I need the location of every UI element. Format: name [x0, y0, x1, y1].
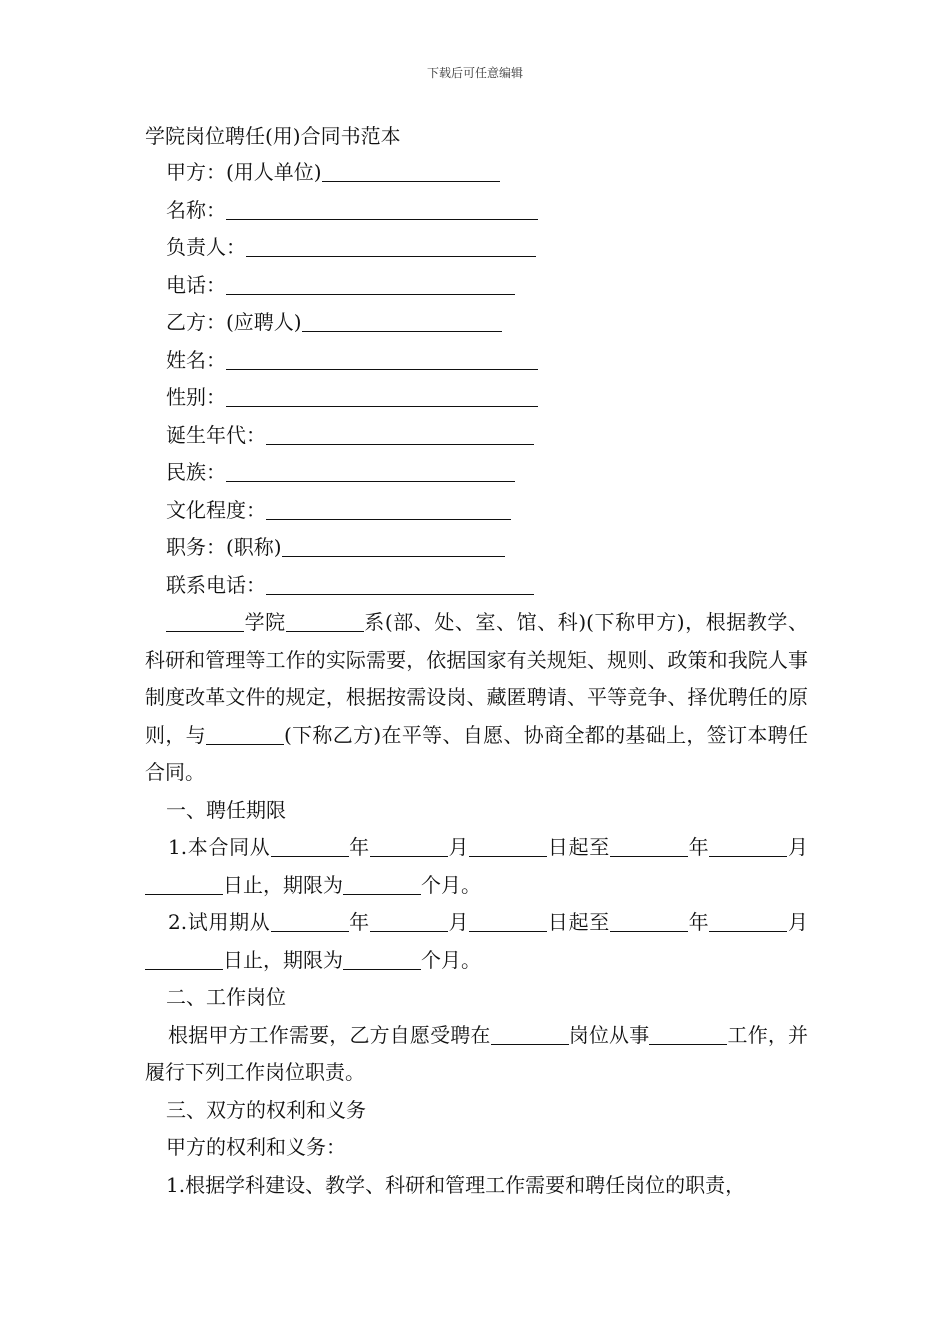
party-a-phone-line: 电话： — [145, 267, 808, 305]
blank-line — [226, 384, 538, 407]
term-item-1: 1.本合同从 年 月 日起至 年 月日止，期限为 个月。 — [145, 829, 808, 904]
blank-line — [145, 872, 223, 895]
blank-line — [491, 1022, 569, 1045]
blank-line — [226, 272, 515, 295]
subsection-heading: 甲方的权利和义务： — [166, 1135, 346, 1159]
party-b-ethnicity-line: 民族： — [145, 454, 808, 492]
blank-line — [145, 947, 223, 970]
party-a-line: 甲方：(用人单位) — [145, 154, 808, 192]
party-a-name-line: 名称： — [145, 192, 808, 230]
party-b-birth-line: 诞生年代： — [145, 417, 808, 455]
section-heading: 二、工作岗位 — [166, 985, 286, 1009]
blank-line — [266, 422, 534, 445]
section-heading: 一、聘任期限 — [166, 797, 286, 822]
blank-line — [266, 572, 534, 595]
blank-line — [709, 834, 787, 857]
blank-line — [709, 909, 787, 932]
section-heading: 三、双方的权利和义务 — [166, 1097, 366, 1122]
blank-line — [226, 347, 538, 370]
blank-line — [226, 459, 515, 482]
blank-line — [370, 834, 448, 857]
blank-line — [226, 197, 538, 220]
blank-line — [282, 534, 505, 557]
party-b-position-line: 职务：(职称) — [145, 529, 808, 567]
party-b-education-line: 文化程度： — [145, 492, 808, 530]
party-b-name-line: 姓名： — [145, 342, 808, 380]
blank-line — [469, 834, 547, 857]
blank-line — [370, 909, 448, 932]
blank-line — [649, 1022, 727, 1045]
blank-line — [271, 909, 349, 932]
blank-line — [610, 909, 688, 932]
rights-item-1: 1.根据学科建设、教学、科研和管理工作需要和聘任岗位的职责， — [166, 1172, 746, 1197]
party-a-head-line: 负责人： — [145, 229, 808, 267]
blank-line — [469, 909, 547, 932]
blank-line — [610, 834, 688, 857]
preamble-paragraph: 学院 系(部、处、室、馆、科)(下称甲方)，根据教学、科研和管理等工作的实际需要，依据国家有关规矩、规则、政策和我院人事制度改革文件的规定，根据按需设岗、藏匿聘请、平等竞争、择优聘任的原则，与 (下称乙方)在平等、自愿、协商全都的基础上，签订本聘任合同。 — [145, 610, 809, 784]
term-item-2: 2.试用期从 年 月 日起至 年 月日止，期限为 个月。 — [145, 904, 808, 979]
blank-line — [271, 834, 349, 857]
blank-line — [206, 722, 284, 745]
party-b-gender-line: 性别： — [145, 379, 808, 417]
blank-line — [166, 609, 244, 632]
page-header: 下载后可任意编辑 — [426, 66, 523, 80]
blank-line — [246, 234, 536, 257]
party-b-line: 乙方：(应聘人) — [145, 304, 808, 342]
party-b-contact-line: 联系电话： — [145, 567, 808, 605]
contract-document — [145, 118, 808, 1204]
job-position-paragraph: 根据甲方工作需要，乙方自愿受聘在 岗位从事 工作，并履行下列工作岗位职责。 — [145, 1022, 809, 1084]
blank-line — [343, 872, 421, 895]
blank-line — [343, 947, 421, 970]
document-title: 学院岗位聘任(用)合同书范本 — [145, 124, 401, 148]
blank-line — [286, 609, 364, 632]
blank-line — [302, 309, 502, 332]
blank-line — [266, 497, 511, 520]
blank-line — [322, 159, 500, 182]
